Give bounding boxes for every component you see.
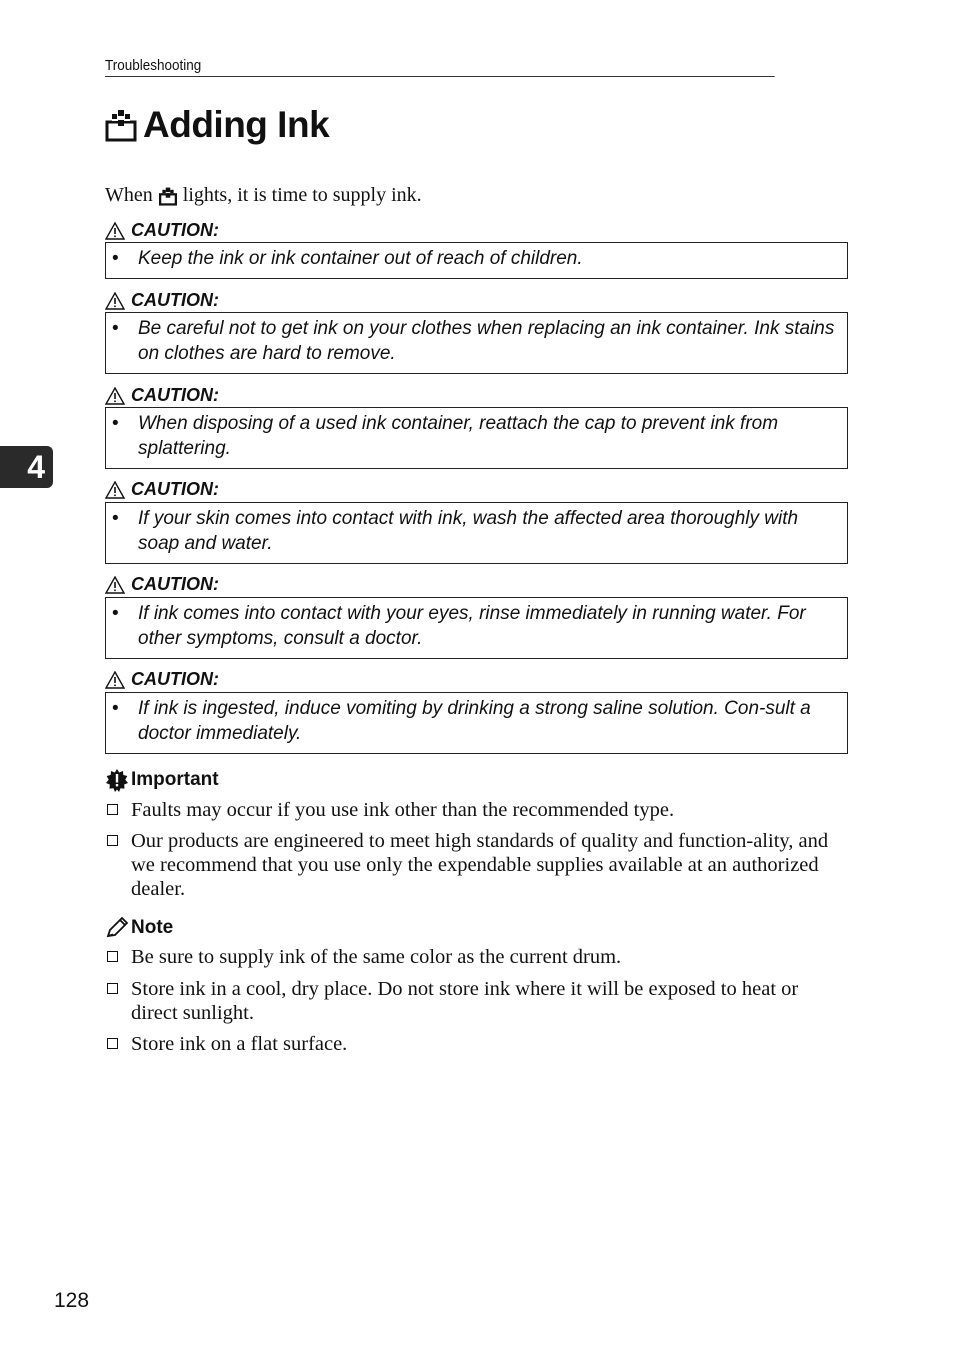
note-item-text: Store ink in a cool, dry place. Do not store ink where it will be exposed to heat or direct sunlight. bbox=[131, 978, 799, 1024]
caution-box bbox=[105, 502, 848, 564]
intro-after: lights, it is time to supply ink. bbox=[182, 184, 422, 206]
checkbox-square-icon bbox=[107, 1038, 118, 1049]
important-item-text: Our products are engineered to meet high standards of quality and function-ality, and we recommend that you use only the expendable supplies available at an authorized dealer. bbox=[131, 830, 829, 900]
caution-text: Be careful not to get ink on your clothes when replacing an ink container. Ink stains on clothes are hard to remove. bbox=[138, 318, 835, 364]
note-item-text: Store ink on a flat surface. bbox=[131, 1033, 348, 1055]
bullet: • bbox=[112, 248, 119, 269]
running-head bbox=[105, 57, 775, 77]
caution-box bbox=[105, 597, 848, 659]
note-label: Note bbox=[131, 917, 174, 938]
caution-text: If ink is ingested, induce vomiting by drinking a strong saline solution. Con-sult a doctor immediately. bbox=[138, 698, 811, 744]
bullet: • bbox=[112, 413, 119, 434]
note-heading bbox=[105, 916, 173, 940]
bullet: • bbox=[112, 508, 119, 529]
warning-triangle-icon bbox=[105, 576, 125, 594]
running-head-text: Troubleshooting bbox=[105, 57, 202, 74]
caution-text: If your skin comes into contact with ink, wash the affected area thoroughly with soap and water. bbox=[138, 508, 799, 554]
warning-triangle-icon bbox=[105, 292, 125, 310]
important-heading bbox=[105, 768, 219, 792]
page-title-text: Adding Ink bbox=[143, 104, 330, 145]
add-ink-icon bbox=[105, 108, 137, 142]
page-number: 128 bbox=[54, 1289, 90, 1312]
intro-line bbox=[105, 184, 422, 207]
caution-heading bbox=[105, 220, 219, 241]
warning-triangle-icon bbox=[105, 387, 125, 405]
checkbox-square-icon bbox=[107, 983, 118, 994]
caution-text: Keep the ink or ink container out of reach of children. bbox=[138, 248, 583, 269]
caution-text: If ink comes into contact with your eyes, rinse immediately in running water. For other symptoms, consult a doctor. bbox=[138, 603, 806, 649]
caution-heading bbox=[105, 669, 219, 690]
caution-heading bbox=[105, 290, 219, 311]
caution-label: CAUTION: bbox=[131, 479, 219, 499]
page-title bbox=[105, 104, 329, 146]
caution-box bbox=[105, 692, 848, 754]
note-item bbox=[105, 977, 849, 1025]
bullet: • bbox=[112, 318, 119, 339]
bullet: • bbox=[112, 603, 119, 624]
caution-label: CAUTION: bbox=[131, 385, 219, 405]
caution-heading bbox=[105, 574, 219, 595]
note-item-text: Be sure to supply ink of the same color as the current drum. bbox=[131, 946, 622, 968]
important-label: Important bbox=[131, 769, 219, 790]
caution-text: When disposing of a used ink container, reattach the cap to prevent ink from splattering. bbox=[138, 413, 779, 459]
caution-box bbox=[105, 242, 848, 279]
caution-box bbox=[105, 407, 848, 469]
chapter-number: 4 bbox=[27, 448, 45, 485]
caution-heading bbox=[105, 479, 219, 500]
important-icon bbox=[105, 768, 129, 792]
checkbox-square-icon bbox=[107, 804, 118, 815]
important-item bbox=[105, 829, 849, 901]
note-item bbox=[105, 945, 849, 969]
warning-triangle-icon bbox=[105, 671, 125, 689]
important-item-text: Faults may occur if you use ink other than the recommended type. bbox=[131, 799, 675, 821]
caution-label: CAUTION: bbox=[131, 220, 219, 240]
note-item bbox=[105, 1032, 849, 1056]
caution-box bbox=[105, 312, 848, 374]
caution-label: CAUTION: bbox=[131, 669, 219, 689]
checkbox-square-icon bbox=[107, 951, 118, 962]
warning-triangle-icon bbox=[105, 481, 125, 499]
bullet: • bbox=[112, 698, 119, 719]
caution-label: CAUTION: bbox=[131, 574, 219, 594]
intro-before: When bbox=[105, 184, 153, 206]
checkbox-square-icon bbox=[107, 835, 118, 846]
warning-triangle-icon bbox=[105, 222, 125, 240]
add-ink-icon bbox=[159, 186, 177, 206]
important-item bbox=[105, 798, 849, 822]
pencil-icon bbox=[105, 916, 129, 940]
caution-heading bbox=[105, 385, 219, 406]
caution-label: CAUTION: bbox=[131, 290, 219, 310]
chapter-tab bbox=[0, 446, 53, 488]
